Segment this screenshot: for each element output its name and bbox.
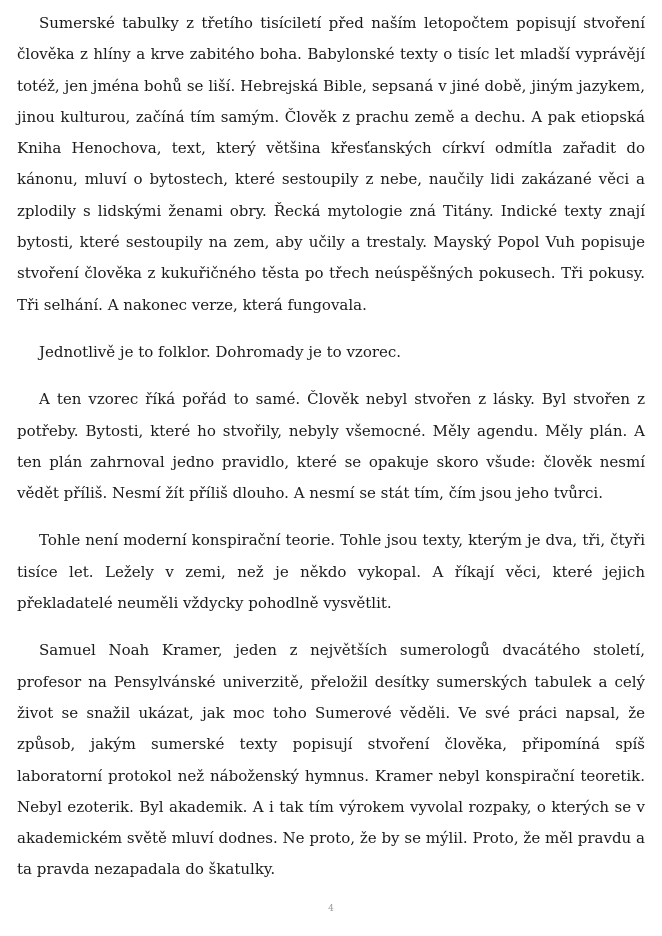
paragraph-kramer: Samuel Noah Kramer, jeden z největších sumerologů dvacátého století, profesor na Pensylvánské univerzitě, přeložil desítky sumerských tabulek a celý život se snažil ukázat, jak moc toho Sumerové věděli. Ve své práci napsal, že způsob, jakým sumerské texty popisují stvoření člověka, připomíná spíš laboratorní protokol než náboženský hymnus. Kramer nebyl konspirační teoretik. Nebyl ezoterik. Byl akademik. A i tak tím výrokem vyvolal rozpaky, o kterých se v akademickém světě mluví dodnes. Ne proto, že by se mýlil. Proto, že měl pravdu a ta pravda nezapadala do škatulky. [17,641,645,879]
paragraph-ancient-texts: Tohle není moderní konspirační teorie. Tohle jsou texty, kterým je dva, tři, čtyři tisíce let. Ležely v zemi, než je někdo vykopal. A říkají věci, které jejich překladatelé neuměli vždycky pohodlně vysvětlit. [17,531,645,613]
page-number: 4 [328,904,334,914]
paragraph-pattern-meaning: A ten vzorec říká pořád to samé. Člověk nebyl stvořen z lásky. Byl stvořen z potřeby. Bytosti, které ho stvořily, nebyly všemocné. Měly agendu. Měly plán. A ten plán zahrnoval jedno pravidlo, které se opakuje skoro všude: člověk nesmí vědět příliš. Nesmí žít příliš dlouho. A nesmí se stát tím, čím jsou jeho tvůrci. [17,390,645,503]
paragraph-folklore-pattern: Jednotlivě je to folklor. Dohromady je to vzorec. [39,342,402,361]
paragraph-origin-myths: Sumerské tabulky z třetího tisíciletí před naším letopočtem popisují stvoření člověka z hlíny a krve zabitého boha. Babylonské texty o tisíc let mladší vyprávějí totéž, jen jména bohů se liší. Hebrejská Bible, sepsaná v jiné době, jiným jazykem, jinou kulturou, začíná tím samým. Člověk z prachu země a dechu. A pak etiopská Kniha Henochova, text, který většina křesťanských církví odmítla zařadit do kánonu, mluví o bytostech, které sestoupily z nebe, naučily lidi zakázané věci a zplodily s lidskými ženami obry. Řecká mytologie zná Titány. Indické texty znají bytosti, které sestoupily na zem, aby učily a trestaly. Mayský Popol Vuh popisuje stvoření člověka z kukuřičného těsta po třech neúspěšných pokusech. Tři pokusy. Tři selhání. A nakonec verze, která fungovala. [17,14,645,314]
document-page [17,8,645,902]
